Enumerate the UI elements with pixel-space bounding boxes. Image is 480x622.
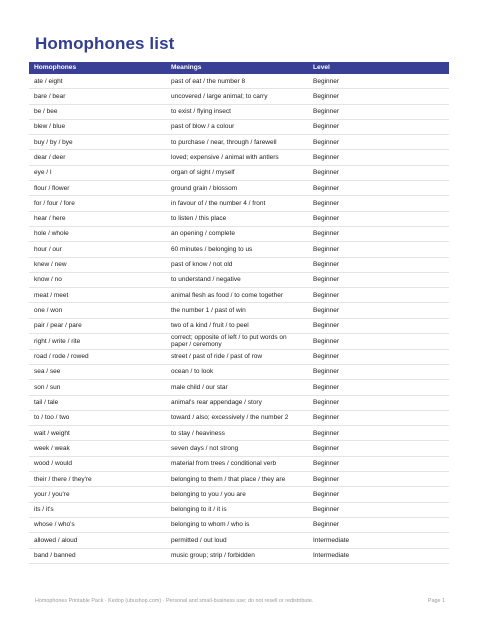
page-footer	[35, 598, 445, 604]
meaning-cell: belonging to whom / who is	[166, 517, 308, 532]
level-cell: Beginner	[308, 74, 449, 89]
table-row	[29, 196, 449, 211]
table-row	[29, 548, 449, 563]
table-row	[29, 334, 449, 350]
homophones-cell: buy / by / bye	[29, 135, 166, 150]
level-cell: Beginner	[308, 303, 449, 318]
homophones-cell: tail / tale	[29, 395, 166, 410]
homophones-cell: whose / who's	[29, 517, 166, 532]
homophones-cell: flour / flower	[29, 181, 166, 196]
meaning-cell: music group; strip / forbidden	[166, 548, 308, 563]
homophones-cell: band / banned	[29, 548, 166, 563]
homophones-cell: meat / meet	[29, 288, 166, 303]
meaning-cell: 60 minutes / belonging to us	[166, 242, 308, 257]
table-row	[29, 104, 449, 119]
table-row	[29, 226, 449, 241]
homophones-cell: knew / new	[29, 257, 166, 272]
level-cell: Beginner	[308, 257, 449, 272]
table-row	[29, 257, 449, 272]
homophones-cell: blew / blue	[29, 119, 166, 134]
level-cell: Beginner	[308, 441, 449, 456]
meaning-cell: belonging to it / it is	[166, 502, 308, 517]
homophones-cell: hear / here	[29, 211, 166, 226]
level-cell: Beginner	[308, 226, 449, 241]
homophones-cell: road / rode / rowed	[29, 349, 166, 364]
meaning-cell: the number 1 / past of win	[166, 303, 308, 318]
homophones-cell: for / four / fore	[29, 196, 166, 211]
level-cell: Beginner	[308, 89, 449, 104]
table-row	[29, 364, 449, 379]
meaning-cell: correct; opposite of left / to put words on paper / ceremony	[166, 334, 308, 350]
level-cell: Beginner	[308, 288, 449, 303]
meaning-cell: past of know / not old	[166, 257, 308, 272]
table-row	[29, 288, 449, 303]
column-header-meanings: Meanings	[166, 62, 308, 74]
footer-credit: Homophones Printable Pack · Kedop (ubushop.com) · Personal and small-business use; do not resell or redistribute.	[35, 598, 314, 604]
homophones-cell: to / too / two	[29, 410, 166, 425]
level-cell: Beginner	[308, 318, 449, 333]
table-row	[29, 74, 449, 89]
homophones-cell: pair / pear / pare	[29, 318, 166, 333]
meaning-cell: past of eat / the number 8	[166, 74, 308, 89]
level-cell: Beginner	[308, 196, 449, 211]
table-row	[29, 410, 449, 425]
level-cell: Beginner	[308, 242, 449, 257]
table-row	[29, 119, 449, 134]
table-row	[29, 426, 449, 441]
table-row	[29, 502, 449, 517]
table-header	[29, 62, 449, 74]
meaning-cell: an opening / complete	[166, 226, 308, 241]
table-row	[29, 487, 449, 502]
meaning-cell: past of blow / a colour	[166, 119, 308, 134]
table-row	[29, 211, 449, 226]
table-row	[29, 349, 449, 364]
level-cell: Beginner	[308, 119, 449, 134]
level-cell: Beginner	[308, 211, 449, 226]
table-row	[29, 517, 449, 532]
level-cell: Beginner	[308, 456, 449, 471]
level-cell: Beginner	[308, 517, 449, 532]
homophones-cell: sea / see	[29, 364, 166, 379]
table-row	[29, 181, 449, 196]
meaning-cell: belonging to you / you are	[166, 487, 308, 502]
column-header-level: Level	[308, 62, 449, 74]
table-row	[29, 472, 449, 487]
table-row	[29, 456, 449, 471]
homophones-cell: wait / weight	[29, 426, 166, 441]
meaning-cell: material from trees / conditional verb	[166, 456, 308, 471]
table-row	[29, 150, 449, 165]
homophones-cell: week / weak	[29, 441, 166, 456]
homophones-cell: ate / eight	[29, 74, 166, 89]
meaning-cell: seven days / not strong	[166, 441, 308, 456]
homophones-cell: allowed / aloud	[29, 533, 166, 548]
meaning-cell: two of a kind / fruit / to peel	[166, 318, 308, 333]
homophones-cell: hour / our	[29, 242, 166, 257]
meaning-cell: street / past of ride / past of row	[166, 349, 308, 364]
table-row	[29, 89, 449, 104]
meaning-cell: organ of sight / myself	[166, 165, 308, 180]
homophones-cell: dear / deer	[29, 150, 166, 165]
meaning-cell: to listen / this place	[166, 211, 308, 226]
table-row	[29, 380, 449, 395]
meaning-cell: to stay / heaviness	[166, 426, 308, 441]
table-row	[29, 441, 449, 456]
meaning-cell: animal flesh as food / to come together	[166, 288, 308, 303]
homophones-cell: their / there / they're	[29, 472, 166, 487]
level-cell: Beginner	[308, 104, 449, 119]
homophones-cell: be / bee	[29, 104, 166, 119]
level-cell: Beginner	[308, 364, 449, 379]
meaning-cell: ocean / to look	[166, 364, 308, 379]
meaning-cell: to exist / flying insect	[166, 104, 308, 119]
homophones-cell: know / no	[29, 272, 166, 287]
table-row	[29, 318, 449, 333]
homophones-cell: one / won	[29, 303, 166, 318]
meaning-cell: uncovered / large animal; to carry	[166, 89, 308, 104]
meaning-cell: animal's rear appendage / story	[166, 395, 308, 410]
table-row	[29, 135, 449, 150]
meaning-cell: toward / also; excessively / the number 2	[166, 410, 308, 425]
homophones-cell: your / you're	[29, 487, 166, 502]
level-cell: Beginner	[308, 426, 449, 441]
header-row	[29, 62, 449, 74]
level-cell: Beginner	[308, 410, 449, 425]
level-cell: Beginner	[308, 380, 449, 395]
level-cell: Beginner	[308, 349, 449, 364]
table-row	[29, 165, 449, 180]
table-row	[29, 242, 449, 257]
level-cell: Beginner	[308, 395, 449, 410]
homophones-cell: bare / bear	[29, 89, 166, 104]
meaning-cell: in favour of / the number 4 / front	[166, 196, 308, 211]
meaning-cell: to understand / negative	[166, 272, 308, 287]
level-cell: Beginner	[308, 487, 449, 502]
level-cell: Beginner	[308, 272, 449, 287]
meaning-cell: to purchase / near, through / farewell	[166, 135, 308, 150]
level-cell: Intermediate	[308, 533, 449, 548]
meaning-cell: male child / our star	[166, 380, 308, 395]
table-row	[29, 272, 449, 287]
level-cell: Beginner	[308, 181, 449, 196]
homophones-cell: son / sun	[29, 380, 166, 395]
level-cell: Beginner	[308, 150, 449, 165]
table-row	[29, 533, 449, 548]
level-cell: Beginner	[308, 472, 449, 487]
homophones-cell: its / it's	[29, 502, 166, 517]
homophones-cell: right / write / rite	[29, 334, 166, 350]
homophones-cell: wood / would	[29, 456, 166, 471]
table-row	[29, 303, 449, 318]
column-header-homophones: Homophones	[29, 62, 166, 74]
page-number: Page 1	[427, 598, 445, 604]
level-cell: Beginner	[308, 165, 449, 180]
homophones-table	[29, 62, 449, 564]
meaning-cell: ground grain / blossom	[166, 181, 308, 196]
table-body	[29, 74, 449, 563]
homophones-cell: eye / I	[29, 165, 166, 180]
level-cell: Beginner	[308, 334, 449, 350]
level-cell: Intermediate	[308, 548, 449, 563]
table-row	[29, 395, 449, 410]
level-cell: Beginner	[308, 502, 449, 517]
meaning-cell: permitted / out loud	[166, 533, 308, 548]
level-cell: Beginner	[308, 135, 449, 150]
homophones-cell: hole / whole	[29, 226, 166, 241]
meaning-cell: loved; expensive / animal with antlers	[166, 150, 308, 165]
meaning-cell: belonging to them / that place / they are	[166, 472, 308, 487]
page-title: Homophones list	[35, 34, 175, 53]
